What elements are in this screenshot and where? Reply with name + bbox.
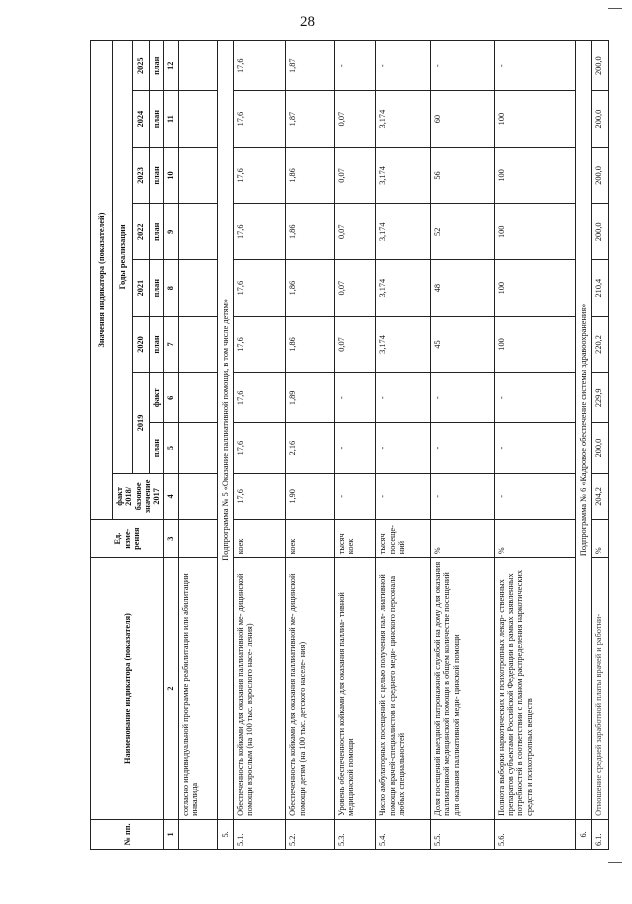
row-indicator-name: Полнота выборки наркотических и психотропных лекар- ственных препаратов субъектами Российской Федерации в рамках заявленных потребностей в соответствии с планом распределения наркотических средств и психотропных веществ: [494, 558, 575, 820]
table-row: [591, 41, 609, 850]
row-number: 5.6.: [494, 819, 575, 849]
row-value: -: [376, 423, 431, 473]
row-indicator-name: Число амбулаторных посещений с целью получения пал- лиативной помощи врачей-специалистов и среднего меди- цинского персонала любых специальностей: [376, 558, 431, 820]
row-unit: коек: [286, 520, 334, 558]
row-indicator-name: Уровень обеспеченности койками для оказания паллиа- тивной медицинской помощи: [334, 558, 376, 820]
header-plan: план: [149, 260, 164, 316]
table-row: [494, 41, 575, 850]
row-value: [178, 473, 217, 519]
row-value: 200,0: [591, 91, 609, 147]
page-number: 28: [300, 14, 315, 30]
row-value: 100: [494, 260, 575, 316]
scan-edge-mark: [608, 862, 622, 863]
column-number: 2: [164, 558, 178, 820]
row-value: -: [334, 373, 376, 423]
column-number: 6: [164, 373, 178, 423]
header-unit: Ед. изме- рения: [91, 520, 164, 558]
column-number: 3: [164, 520, 178, 558]
row-value: 200,0: [591, 204, 609, 260]
row-value: [178, 316, 217, 372]
row-value: -: [431, 473, 495, 519]
row-value: 100: [494, 316, 575, 372]
header-years: Годы реализации: [113, 41, 133, 474]
table-row: [431, 41, 495, 850]
row-indicator-name: Обеспеченность койками для оказания паллиативной ме- дицинской помощи детям (на 100 тыс. детского населе- ния): [286, 558, 334, 820]
row-value: 17,6: [233, 147, 286, 203]
row-unit: коек: [233, 520, 286, 558]
row-value: 17,6: [233, 373, 286, 423]
header-plan: план: [149, 423, 164, 473]
row-value: 0,07: [334, 204, 376, 260]
header-year-2022: 2022: [133, 204, 149, 260]
header-year-2021: 2021: [133, 260, 149, 316]
rotated-table-wrapper: [90, 40, 608, 850]
column-number: 12: [164, 41, 178, 91]
row-value: 2,16: [286, 423, 334, 473]
row-number: [178, 819, 217, 849]
table-row: [286, 41, 334, 850]
row-unit: [178, 520, 217, 558]
row-number: 6.1.: [591, 819, 609, 849]
row-value: -: [431, 41, 495, 91]
row-value: 17,6: [233, 41, 286, 91]
row-value: 204,2: [591, 473, 609, 519]
row-value: 17,6: [233, 91, 286, 147]
row-value: 220,2: [591, 316, 609, 372]
row-value: 0,07: [334, 91, 376, 147]
column-number: 8: [164, 260, 178, 316]
header-year-2019: 2019: [133, 373, 149, 474]
section-title: Подпрограмма № 5 «Оказание паллиативной помощи, в том числе детям»: [218, 41, 234, 820]
row-indicator-name: согласно индивидуальной программе реабилитации или абилитации инвалида: [178, 558, 217, 820]
column-number: 11: [164, 91, 178, 147]
row-value: 17,6: [233, 473, 286, 519]
row-value: 1,89: [286, 373, 334, 423]
scan-edge-mark: [608, 8, 622, 9]
table-row: [178, 41, 217, 850]
row-number: 5.1.: [233, 819, 286, 849]
header-year-2020: 2020: [133, 316, 149, 372]
row-unit: %: [591, 520, 609, 558]
row-value: -: [376, 41, 431, 91]
row-number: 5.2.: [286, 819, 334, 849]
header-number: № пп.: [91, 819, 164, 849]
row-value: 0,07: [334, 147, 376, 203]
row-value: 3,174: [376, 260, 431, 316]
row-value: 17,6: [233, 204, 286, 260]
row-value: 1,90: [286, 473, 334, 519]
row-value: [178, 41, 217, 91]
row-value: -: [431, 423, 495, 473]
header-plan: план: [149, 204, 164, 260]
row-indicator-name: Отношение средней заработной платы врачей и работни-: [591, 558, 609, 820]
column-numbers-row: [164, 41, 178, 850]
section-number: 6.: [575, 819, 591, 849]
row-value: 48: [431, 260, 495, 316]
header-plan: план: [149, 147, 164, 203]
row-value: -: [494, 41, 575, 91]
row-value: 210,4: [591, 260, 609, 316]
row-value: -: [494, 423, 575, 473]
row-value: 1,86: [286, 147, 334, 203]
row-indicator-name: Обеспеченность койками для оказания паллиативной ме- дицинской помощи взрослым (на 100 тыс. взрослого насе- ления): [233, 558, 286, 820]
row-value: 229,9: [591, 373, 609, 423]
column-number: 10: [164, 147, 178, 203]
row-value: 200,0: [591, 147, 609, 203]
row-unit: %: [494, 520, 575, 558]
row-value: -: [334, 423, 376, 473]
header-year-2025: 2025: [133, 41, 149, 91]
row-value: -: [431, 373, 495, 423]
header-year-2024: 2024: [133, 91, 149, 147]
row-value: 1,86: [286, 260, 334, 316]
row-value: 3,174: [376, 316, 431, 372]
row-value: -: [494, 473, 575, 519]
row-unit: %: [431, 520, 495, 558]
row-value: 3,174: [376, 91, 431, 147]
row-value: 0,07: [334, 316, 376, 372]
row-value: 0,07: [334, 260, 376, 316]
row-value: -: [376, 473, 431, 519]
row-value: -: [494, 373, 575, 423]
section-number: 5.: [218, 819, 234, 849]
column-number: 5: [164, 423, 178, 473]
row-value: 17,6: [233, 423, 286, 473]
header-year-2023: 2023: [133, 147, 149, 203]
row-value: -: [376, 373, 431, 423]
column-number: 4: [164, 473, 178, 519]
section-row: [575, 41, 591, 850]
row-value: [178, 260, 217, 316]
row-value: 1,87: [286, 41, 334, 91]
header-fact: факт: [149, 373, 164, 423]
table-row: [376, 41, 431, 850]
row-value: -: [334, 473, 376, 519]
header-base: факт 2018/ базовое значение 2017: [113, 473, 164, 519]
row-value: 200,0: [591, 423, 609, 473]
row-unit: тысяч коек: [334, 520, 376, 558]
row-value: 3,174: [376, 147, 431, 203]
row-value: 100: [494, 204, 575, 260]
table-row: [233, 41, 286, 850]
row-value: 3,174: [376, 204, 431, 260]
header-plan: план: [149, 41, 164, 91]
indicators-table: [90, 40, 609, 850]
row-value: 100: [494, 91, 575, 147]
row-value: 17,6: [233, 260, 286, 316]
row-value: 60: [431, 91, 495, 147]
row-value: 200,0: [591, 41, 609, 91]
row-number: 5.3.: [334, 819, 376, 849]
row-value: 1,86: [286, 204, 334, 260]
header-indicator-name: Наименование индикатора (показателя): [91, 558, 164, 820]
row-value: 1,87: [286, 91, 334, 147]
row-value: 56: [431, 147, 495, 203]
row-value: 100: [494, 147, 575, 203]
header-plan: план: [149, 91, 164, 147]
row-value: [178, 373, 217, 423]
row-value: 17,6: [233, 316, 286, 372]
column-number: 9: [164, 204, 178, 260]
row-value: [178, 423, 217, 473]
row-value: 45: [431, 316, 495, 372]
header-values: Значения индикатора (показателей): [91, 41, 113, 520]
row-indicator-name: Доля посещений выездной патронажной службой на дому для оказания паллиативной медицинской помощи в общем количестве посещений для оказания паллиативной меди- цинской помощи: [431, 558, 495, 820]
section-title: Подпрограмма № 6 «Кадровое обеспечение системы здравоохранения»: [575, 41, 591, 820]
row-number: 5.5.: [431, 819, 495, 849]
row-unit: тысяч посеще- ний: [376, 520, 431, 558]
header-plan: план: [149, 316, 164, 372]
row-value: 52: [431, 204, 495, 260]
row-number: 5.4.: [376, 819, 431, 849]
row-value: [178, 91, 217, 147]
column-number: 1: [164, 819, 178, 849]
column-number: 7: [164, 316, 178, 372]
table-row: [334, 41, 376, 850]
row-value: 1,86: [286, 316, 334, 372]
section-row: [218, 41, 234, 850]
row-value: [178, 204, 217, 260]
row-value: -: [334, 41, 376, 91]
row-value: [178, 147, 217, 203]
